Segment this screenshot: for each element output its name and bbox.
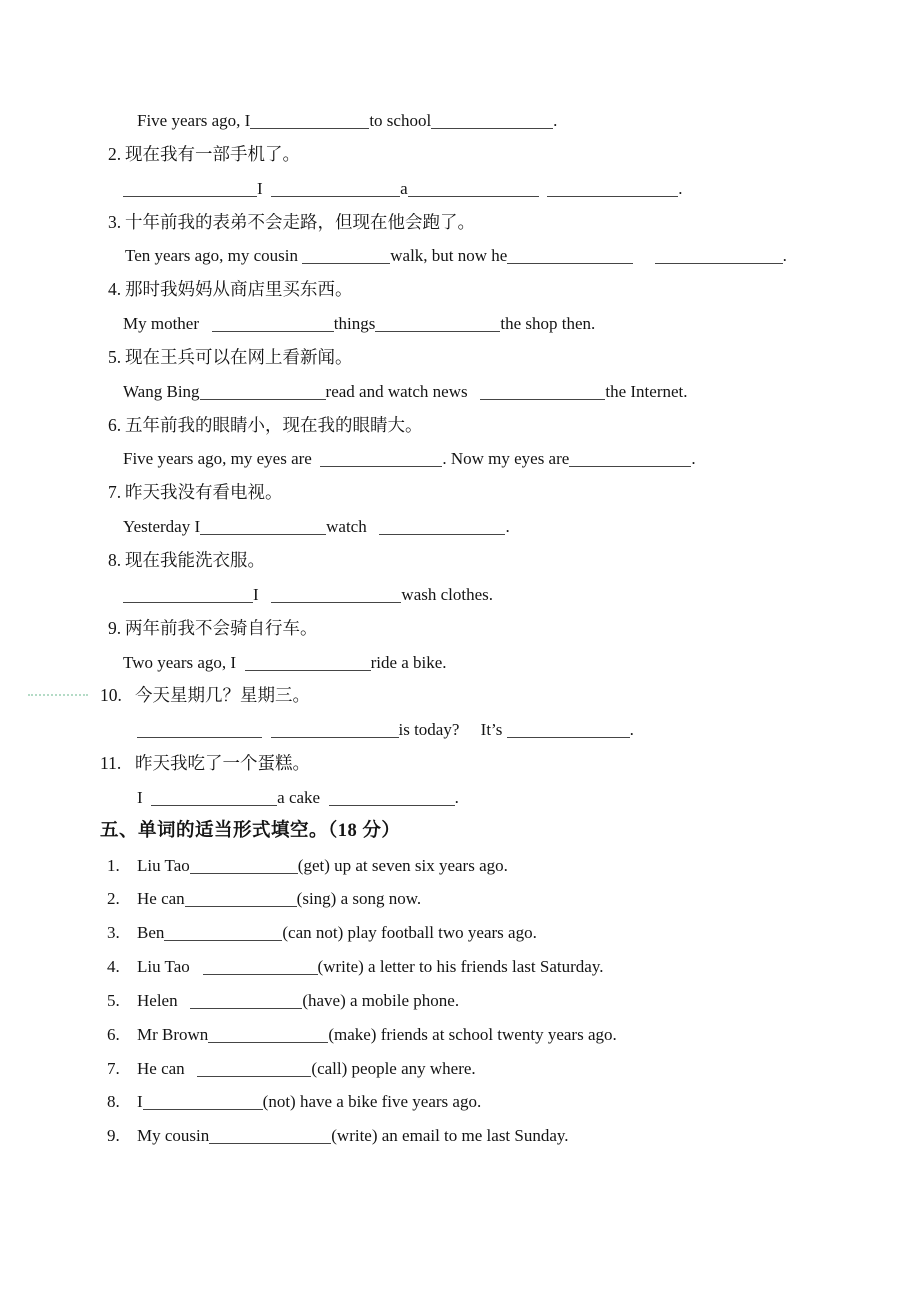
- item-number: 8.: [108, 549, 122, 570]
- text-run: (make) friends at school twenty years ago.: [328, 1024, 617, 1044]
- text-run: Five years ago, I: [137, 111, 251, 130]
- answer-blank: [212, 317, 334, 332]
- answer-blank: [143, 1095, 263, 1110]
- text-run: .: [454, 787, 459, 807]
- answer-blank: [480, 385, 605, 400]
- chinese-prompt-line: [0, 544, 920, 578]
- item-number: 7.: [108, 482, 122, 503]
- text-run: .: [505, 517, 510, 537]
- text-run: He can: [137, 1058, 198, 1078]
- text-run: I: [137, 1092, 143, 1112]
- item-number: 9.: [107, 1126, 120, 1146]
- text-run: Five years ago, my eyes are: [123, 449, 321, 469]
- text-run: a: [400, 178, 408, 198]
- english-answer-line: [0, 104, 920, 138]
- english-answer-line: [0, 1018, 920, 1052]
- text-run: ride a bike.: [370, 652, 447, 672]
- worksheet-lines: [0, 104, 920, 1153]
- chinese-text-run: 两年前我不会骑自行车。: [125, 617, 318, 638]
- text-run: watch: [326, 517, 380, 537]
- text-run: (write) a letter to his friends last Saturday.: [317, 957, 604, 977]
- text-run: .: [678, 178, 683, 198]
- english-answer-line: [0, 172, 920, 206]
- text-run: Ten years ago, my cousin: [125, 246, 303, 266]
- item-number: 11.: [100, 753, 122, 774]
- text-run: [539, 179, 548, 198]
- answer-blank: [507, 249, 633, 264]
- answer-blank: [208, 1028, 328, 1043]
- text-run: .: [782, 246, 787, 266]
- answer-blank: [137, 723, 262, 738]
- answer-blank: [302, 249, 390, 264]
- answer-blank: [200, 385, 326, 400]
- answer-blank: [209, 1129, 331, 1144]
- text-run: (write) an email to me last Sunday.: [331, 1126, 569, 1146]
- answer-blank: [379, 520, 505, 535]
- answer-blank: [245, 656, 371, 671]
- item-number: 4.: [107, 957, 120, 977]
- chinese-text-run: 十年前我的表弟不会走路，但现在他会跑了。: [125, 211, 475, 232]
- answer-blank: [507, 723, 630, 738]
- text-run: to school: [369, 111, 432, 130]
- text-run: I: [137, 787, 152, 807]
- answer-blank: [123, 588, 253, 603]
- text-run: (can not) play football two years ago.: [282, 923, 537, 943]
- answer-blank: [271, 588, 401, 603]
- answer-blank: [197, 1062, 311, 1077]
- text-run: (sing) a song now.: [296, 889, 422, 909]
- english-answer-line: [0, 781, 920, 815]
- item-number: 8.: [107, 1092, 120, 1112]
- english-answer-line: [0, 442, 920, 476]
- english-answer-line: [0, 510, 920, 544]
- text-run: the Internet.: [605, 381, 688, 401]
- answer-blank: [271, 723, 399, 738]
- chinese-text-run: 那时我妈妈从商店里买东西。: [125, 279, 353, 300]
- english-answer-line: [0, 307, 920, 341]
- english-answer-line: [0, 239, 920, 273]
- item-number: 5.: [108, 346, 122, 367]
- chinese-prompt-line: [0, 747, 920, 781]
- english-answer-line: [0, 882, 920, 916]
- chinese-text-run: 今天星期几？星期三。: [135, 685, 310, 706]
- chinese-prompt-line: [0, 679, 920, 713]
- text-run: (call) people any where.: [311, 1058, 476, 1078]
- chinese-text-run: 现在王兵可以在网上看新闻。: [125, 346, 353, 367]
- english-answer-line: [0, 849, 920, 883]
- text-run: things: [333, 314, 376, 334]
- text-run: . Now my eyes are: [442, 449, 570, 469]
- text-run: [633, 246, 654, 265]
- chinese-text-run: 现在我能洗衣服。: [125, 549, 265, 570]
- answer-blank: [569, 452, 691, 467]
- chinese-text-run: 现在我有一部手机了。: [125, 143, 300, 164]
- text-run: Two years ago, I: [123, 652, 245, 672]
- text-run: walk, but now he: [390, 246, 508, 266]
- item-number: 3.: [107, 923, 120, 943]
- answer-blank: [431, 114, 553, 129]
- answer-blank: [203, 960, 318, 975]
- chinese-prompt-line: [0, 409, 920, 443]
- chinese-text-run: 五年前我的眼睛小，现在我的眼睛大。: [125, 414, 423, 435]
- answer-blank: [151, 791, 277, 806]
- english-answer-line: [0, 950, 920, 984]
- text-run: Mr Brown: [137, 1024, 209, 1044]
- item-number: 1.: [107, 855, 120, 875]
- english-answer-line: [0, 1085, 920, 1119]
- text-run: My mother: [123, 314, 212, 334]
- answer-blank: [200, 520, 326, 535]
- english-answer-line: [0, 578, 920, 612]
- text-run: .: [691, 449, 696, 469]
- text-run: is today? It’s: [398, 720, 507, 740]
- chinese-prompt-line: [0, 206, 920, 240]
- item-number: 2.: [108, 143, 122, 164]
- text-run: 五、单词的适当形式填空。（18 分）: [100, 820, 401, 841]
- text-run: I: [253, 584, 272, 604]
- english-answer-line: [0, 1119, 920, 1153]
- item-number: 9.: [108, 617, 122, 638]
- english-answer-line: [0, 984, 920, 1018]
- chinese-prompt-line: [0, 273, 920, 307]
- section-header: [0, 815, 920, 849]
- text-run: Yesterday I: [123, 517, 201, 537]
- item-number: 5.: [107, 990, 120, 1010]
- chinese-prompt-line: [0, 341, 920, 375]
- text-run: (have) a mobile phone.: [302, 990, 460, 1010]
- text-run: a cake: [277, 787, 329, 807]
- text-run: read and watch news: [325, 381, 481, 401]
- answer-blank: [164, 926, 282, 941]
- english-answer-line: [0, 916, 920, 950]
- text-run: .: [629, 720, 634, 740]
- answer-blank: [123, 182, 257, 197]
- item-number: 6.: [107, 1024, 120, 1044]
- answer-blank: [375, 317, 500, 332]
- answer-blank: [250, 114, 369, 129]
- text-run: Helen: [137, 990, 191, 1010]
- item-number: 2.: [107, 889, 120, 909]
- chinese-prompt-line: [0, 612, 920, 646]
- text-run: .: [553, 111, 558, 130]
- answer-blank: [190, 859, 298, 874]
- text-run: Ben: [137, 923, 165, 943]
- text-run: [262, 720, 271, 739]
- text-run: wash clothes.: [401, 584, 494, 604]
- text-run: (not) have a bike five years ago.: [262, 1092, 482, 1112]
- item-number: 6.: [108, 414, 122, 435]
- text-run: Liu Tao: [137, 855, 190, 875]
- english-answer-line: [0, 646, 920, 680]
- text-run: I: [257, 178, 272, 198]
- answer-blank: [329, 791, 455, 806]
- item-number: 10.: [100, 685, 122, 706]
- text-run: He can: [137, 889, 185, 909]
- english-answer-line: [0, 375, 920, 409]
- chinese-prompt-line: [0, 476, 920, 510]
- chinese-text-run: 昨天我没有看电视。: [125, 482, 283, 503]
- answer-blank: [271, 182, 400, 197]
- text-run: the shop then.: [500, 314, 596, 334]
- answer-blank: [655, 249, 783, 264]
- english-answer-line: [0, 1052, 920, 1086]
- answer-blank: [320, 452, 442, 467]
- chinese-text-run: 昨天我吃了一个蛋糕。: [135, 753, 310, 774]
- item-number: 7.: [107, 1058, 120, 1078]
- answer-blank: [408, 182, 539, 197]
- text-run: Wang Bing: [123, 381, 200, 401]
- answer-blank: [547, 182, 678, 197]
- text-run: (get) up at seven six years ago.: [297, 855, 508, 875]
- item-number: 4.: [108, 279, 122, 300]
- text-run: Liu Tao: [137, 957, 203, 977]
- text-run: My cousin: [137, 1126, 210, 1146]
- answer-blank: [190, 994, 302, 1009]
- item-number: 3.: [108, 211, 122, 232]
- english-answer-line: [0, 713, 920, 747]
- chinese-prompt-line: [0, 138, 920, 172]
- answer-blank: [185, 892, 297, 907]
